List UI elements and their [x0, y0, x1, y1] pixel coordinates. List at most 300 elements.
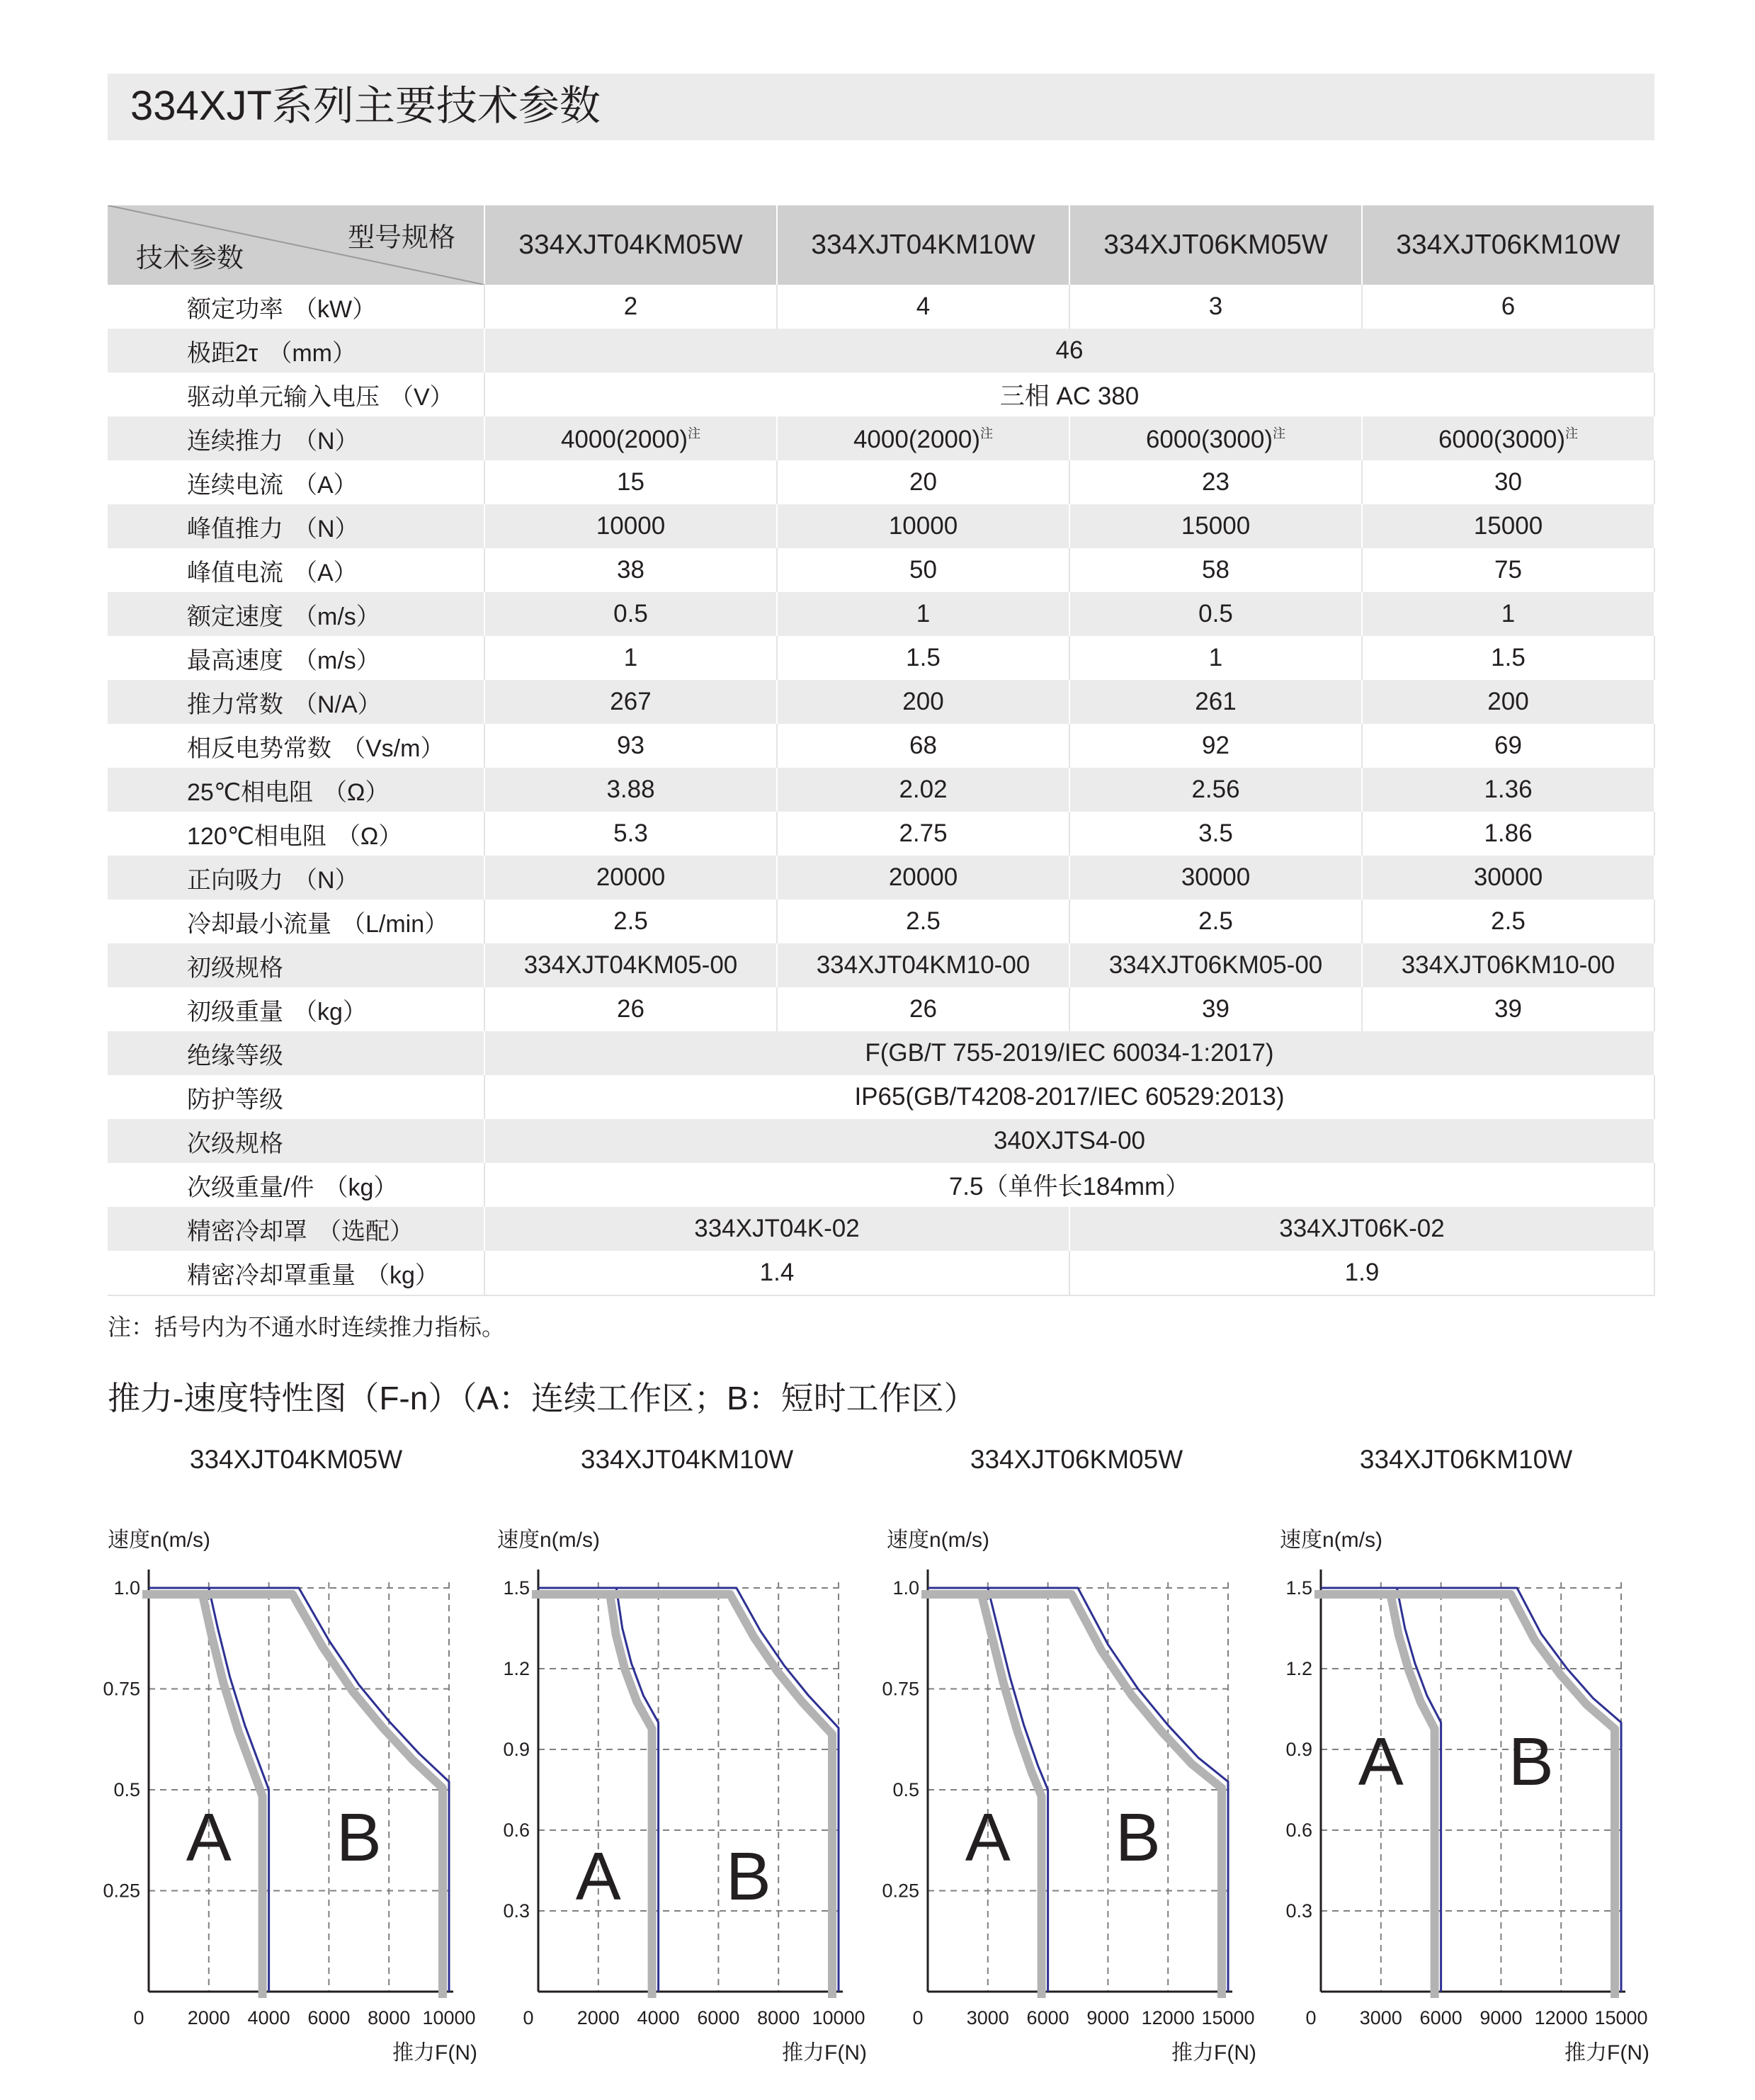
parameter-name: 绝缘等级	[187, 1042, 283, 1069]
note-mark: 注	[1273, 426, 1286, 441]
table-row	[108, 416, 1654, 460]
region-label-b: B	[1115, 1800, 1161, 1875]
parameter-label	[108, 1119, 484, 1163]
table-row	[108, 504, 1654, 548]
table-row	[108, 899, 1654, 943]
value-text: 6000(3000)	[1438, 425, 1566, 453]
y-tick-label: 1.5	[503, 1577, 530, 1599]
value-cell	[1362, 592, 1654, 636]
value-cell	[484, 1207, 1069, 1251]
y-tick-label: 0.75	[103, 1678, 140, 1700]
fn-chart-4	[1271, 1516, 1668, 2065]
value-cell	[484, 373, 1654, 416]
parameter-name: 最高速度	[187, 647, 283, 674]
table-row	[108, 1207, 1654, 1251]
value-text: 3	[1208, 293, 1223, 320]
value-text: 2.02	[899, 776, 948, 803]
y-tick-label: 1.0	[892, 1577, 919, 1599]
value-cell	[484, 987, 777, 1031]
y-tick-label: 0.75	[882, 1678, 919, 1700]
parameter-label	[108, 285, 484, 329]
table-row	[108, 636, 1654, 680]
value-text: F(GB/T 755-2019/IEC 60034-1:2017)	[865, 1039, 1274, 1067]
table-row	[108, 987, 1654, 1031]
model-header: 334XJT06KM10W	[1362, 205, 1654, 285]
y-tick-label: 0.6	[503, 1820, 530, 1841]
parameter-label	[108, 724, 484, 768]
value-cell	[484, 1251, 1069, 1295]
value-text: 1.4	[759, 1259, 795, 1286]
value-text: 7.5（单件长184mm）	[948, 1173, 1191, 1201]
value-cell	[777, 548, 1069, 592]
parameter-name: 冷却最小流量	[187, 910, 331, 938]
value-text: 68	[909, 732, 937, 759]
value-text: 30	[1494, 468, 1522, 496]
fn-chart-3	[878, 1516, 1275, 2065]
x-axis-label: 推力F(N)	[782, 2041, 867, 2065]
value-cell	[484, 856, 777, 899]
value-text: 267	[610, 688, 652, 715]
value-cell	[484, 943, 777, 987]
value-cell	[1069, 899, 1362, 943]
value-text: 3.5	[1198, 819, 1233, 847]
x-tick-label: 6000	[1026, 2007, 1069, 2028]
curve-line	[538, 1588, 839, 1992]
value-cell	[1362, 680, 1654, 724]
parameter-unit: （kg）	[293, 998, 367, 1026]
table-row	[108, 1031, 1654, 1075]
value-cell	[1362, 504, 1654, 548]
x-tick-label: 8000	[368, 2007, 411, 2028]
parameter-unit: （m/s）	[293, 603, 380, 630]
value-text: 46	[1055, 336, 1084, 364]
value-text: 15	[617, 468, 644, 496]
value-cell	[484, 899, 777, 943]
curve-shadow	[142, 1594, 443, 1998]
parameter-name: 正向吸力	[187, 866, 283, 894]
parameter-label	[108, 373, 484, 416]
y-tick-label: 0.3	[1285, 1900, 1312, 1922]
model-header: 334XJT04KM05W	[484, 205, 777, 285]
value-cell	[1069, 1207, 1654, 1251]
value-text: 6000(3000)	[1145, 425, 1273, 453]
value-cell	[1069, 636, 1362, 680]
value-cell	[1069, 943, 1362, 987]
value-text: 1	[623, 644, 638, 671]
region-label-a: A	[186, 1800, 232, 1875]
parameter-label	[108, 1075, 484, 1119]
parameter-unit: （kg）	[324, 1174, 398, 1201]
value-cell	[484, 504, 777, 548]
parameter-name: 连续推力	[187, 427, 283, 455]
value-text: 15000	[1473, 512, 1543, 540]
parameter-name: 次级规格	[187, 1130, 283, 1157]
parameter-unit: （N/A）	[293, 691, 382, 718]
value-text: 5.3	[613, 819, 648, 847]
parameter-label	[108, 812, 484, 856]
x-tick-label: 0	[1305, 2007, 1317, 2028]
y-tick-label: 1.5	[1285, 1577, 1312, 1599]
table-row	[108, 768, 1654, 812]
chart-title: 334XJT04KM10W	[580, 1445, 794, 1474]
table-row	[108, 1119, 1654, 1163]
parameter-label	[108, 768, 484, 812]
value-cell	[1362, 899, 1654, 943]
x-tick-label: 15000	[1201, 2007, 1255, 2028]
parameter-name: 推力常数	[187, 691, 283, 718]
value-cell	[484, 812, 777, 856]
x-tick-label: 2000	[187, 2007, 230, 2028]
value-text: 39	[1202, 995, 1229, 1023]
parameter-unit: （m/s）	[293, 647, 380, 674]
parameter-name: 120℃相电阻	[187, 822, 326, 850]
parameter-label	[108, 1207, 484, 1251]
value-cell	[777, 285, 1069, 329]
value-text: 30000	[1181, 863, 1251, 891]
region-label-a: A	[1358, 1724, 1404, 1800]
table-row	[108, 680, 1654, 724]
value-text: 2.5	[906, 907, 941, 935]
curve-shadow	[142, 1594, 263, 1998]
parameter-name: 精密冷却罩重量	[187, 1261, 356, 1289]
table-row	[108, 592, 1654, 636]
table-row	[108, 856, 1654, 899]
value-cell	[484, 416, 777, 460]
value-text: 39	[1494, 995, 1522, 1023]
value-cell	[777, 680, 1069, 724]
table-row	[108, 548, 1654, 592]
y-tick-label: 1.0	[113, 1577, 140, 1599]
fn-chart-2	[489, 1516, 885, 2065]
y-tick-label: 1.2	[503, 1658, 530, 1679]
parameter-unit: （A）	[293, 559, 358, 586]
value-text: 6	[1501, 293, 1516, 320]
y-tick-label: 0.5	[892, 1779, 919, 1800]
region-label-b: B	[336, 1800, 382, 1875]
x-axis-label: 推力F(N)	[1564, 2041, 1649, 2065]
table-row	[108, 812, 1654, 856]
parameter-name: 初级重量	[187, 998, 283, 1026]
note-mark: 注	[980, 426, 994, 441]
parameter-unit: （Ω）	[336, 822, 403, 850]
x-tick-label: 6000	[307, 2007, 351, 2028]
value-cell	[484, 285, 777, 329]
region-label-b: B	[725, 1839, 771, 1914]
value-cell	[1069, 285, 1362, 329]
value-text: 0.5	[613, 600, 648, 628]
note-mark: 注	[688, 426, 701, 441]
value-cell	[484, 680, 777, 724]
value-cell	[777, 504, 1069, 548]
value-cell	[1362, 460, 1654, 504]
parameter-unit: （N）	[293, 515, 359, 543]
value-text: 93	[617, 732, 644, 759]
note-mark: 注	[1565, 426, 1579, 441]
value-text: 3.88	[606, 776, 655, 803]
value-text: 15000	[1181, 512, 1251, 540]
value-text: 1	[1208, 644, 1223, 671]
value-text: 26	[909, 995, 937, 1023]
y-axis-label: 速度n(m/s)	[108, 1528, 210, 1552]
parameter-name: 峰值推力	[187, 515, 283, 543]
x-tick-label: 0	[523, 2007, 534, 2028]
footnote: 注：括号内为不通水时连续推力指标。	[108, 1314, 505, 1340]
value-cell	[484, 460, 777, 504]
x-tick-label: 10000	[422, 2007, 476, 2028]
value-cell	[1069, 768, 1362, 812]
curve-shadow	[921, 1594, 1042, 1998]
corner-label-model: 型号规格	[347, 223, 455, 253]
value-cell	[484, 329, 1654, 373]
y-axis-label: 速度n(m/s)	[887, 1528, 989, 1552]
value-text: 30000	[1473, 863, 1543, 891]
value-cell	[484, 768, 777, 812]
parameter-name: 额定功率	[187, 295, 283, 323]
value-text: 2	[623, 293, 638, 320]
x-tick-label: 4000	[247, 2007, 290, 2028]
value-text: 20000	[888, 863, 958, 891]
parameter-unit: （Vs/m）	[341, 734, 445, 762]
value-text: 4	[916, 293, 931, 320]
value-text: 1.5	[906, 644, 941, 671]
table-row	[108, 460, 1654, 504]
table-corner-cell	[108, 205, 484, 285]
parameter-unit: （N）	[293, 866, 359, 894]
parameter-name: 相反电势常数	[187, 734, 331, 762]
parameter-label	[108, 1251, 484, 1295]
value-cell	[777, 987, 1069, 1031]
region-label-b: B	[1508, 1724, 1554, 1800]
y-tick-label: 0.9	[1285, 1739, 1312, 1760]
y-axis-label: 速度n(m/s)	[497, 1528, 600, 1552]
value-text: 20000	[596, 863, 666, 891]
page-title: 334XJT系列主要技术参数	[130, 83, 601, 129]
value-text: 2.5	[1198, 907, 1233, 935]
value-text: 10000	[888, 512, 958, 540]
x-tick-label: 3000	[966, 2007, 1009, 2028]
value-cell	[1362, 285, 1654, 329]
y-tick-label: 1.2	[1285, 1658, 1312, 1679]
value-cell	[777, 812, 1069, 856]
value-text: 334XJT06KM10-00	[1401, 951, 1615, 979]
x-tick-label: 10000	[812, 2007, 865, 2028]
value-text: 1	[1501, 600, 1516, 628]
value-text: 92	[1202, 732, 1229, 759]
value-cell	[1069, 680, 1362, 724]
value-text: 1.9	[1344, 1259, 1380, 1286]
value-text: 1.36	[1484, 776, 1533, 803]
x-tick-label: 9000	[1086, 2007, 1130, 2028]
x-tick-label: 0	[133, 2007, 144, 2028]
value-text: 10000	[596, 512, 666, 540]
y-tick-label: 0.9	[503, 1739, 530, 1760]
value-cell	[484, 636, 777, 680]
region-label-a: A	[575, 1839, 621, 1914]
parameter-name: 额定速度	[187, 603, 283, 630]
parameter-name: 防护等级	[187, 1086, 283, 1113]
parameter-label	[108, 943, 484, 987]
value-text: 4000(2000)	[853, 425, 981, 453]
value-cell	[484, 548, 777, 592]
value-cell	[777, 899, 1069, 943]
table-row	[108, 943, 1654, 987]
value-text: 2.75	[899, 819, 948, 847]
value-cell	[1069, 548, 1362, 592]
value-text: 334XJT04K-02	[694, 1215, 860, 1242]
parameter-unit: （L/min）	[341, 910, 449, 938]
corner-label-parameter: 技术参数	[136, 244, 244, 273]
value-cell	[1362, 416, 1654, 460]
x-axis-label: 推力F(N)	[1171, 2041, 1256, 2065]
x-tick-label: 2000	[577, 2007, 620, 2028]
value-cell	[777, 416, 1069, 460]
x-tick-label: 3000	[1359, 2007, 1402, 2028]
parameter-label	[108, 1163, 484, 1207]
value-text: 261	[1195, 688, 1237, 715]
value-text: 23	[1202, 468, 1229, 496]
value-text: IP65(GB/T4208-2017/IEC 60529:2013)	[854, 1083, 1285, 1111]
table-row	[108, 724, 1654, 768]
value-text: 334XJT04KM10-00	[816, 951, 1030, 979]
value-cell	[1362, 768, 1654, 812]
value-text: 200	[902, 688, 944, 715]
table-row	[108, 285, 1654, 329]
parameter-unit: （V）	[390, 383, 454, 411]
table-row	[108, 1075, 1654, 1119]
parameter-label	[108, 636, 484, 680]
value-cell	[1069, 460, 1362, 504]
value-cell	[777, 724, 1069, 768]
x-tick-label: 4000	[637, 2007, 680, 2028]
parameter-label	[108, 416, 484, 460]
value-text: 0.5	[1198, 600, 1233, 628]
value-cell	[1362, 856, 1654, 899]
parameter-unit: （选配）	[317, 1218, 414, 1245]
chart-title: 334XJT06KM05W	[970, 1445, 1183, 1474]
value-text: 4000(2000)	[560, 425, 688, 453]
x-tick-label: 0	[912, 2007, 924, 2028]
value-cell	[1069, 856, 1362, 899]
model-header: 334XJT06KM05W	[1069, 205, 1362, 285]
value-text: 340XJTS4-00	[993, 1127, 1146, 1154]
y-axis-label: 速度n(m/s)	[1280, 1528, 1382, 1552]
curve-shadow	[532, 1594, 652, 1998]
value-text: 2.56	[1191, 776, 1240, 803]
y-tick-label: 0.5	[113, 1779, 140, 1800]
table-row	[108, 373, 1654, 416]
x-tick-label: 15000	[1594, 2007, 1648, 2028]
x-tick-label: 12000	[1141, 2007, 1195, 2028]
y-tick-label: 0.3	[503, 1900, 530, 1922]
x-tick-label: 6000	[1419, 2007, 1462, 2028]
value-text: 1	[916, 600, 931, 628]
region-label-a: A	[965, 1800, 1011, 1875]
value-cell	[1069, 812, 1362, 856]
value-cell	[777, 768, 1069, 812]
parameter-name: 初级规格	[187, 954, 283, 982]
value-cell	[1362, 812, 1654, 856]
parameter-name: 25℃相电阻	[187, 778, 314, 806]
y-tick-label: 0.6	[1285, 1820, 1312, 1841]
parameter-unit: （N）	[293, 427, 359, 455]
value-cell	[484, 1031, 1654, 1075]
curve-shadow	[921, 1594, 1222, 1998]
section-title: 推力-速度特性图（F-n）（A：连续工作区；B：短时工作区）	[108, 1380, 977, 1417]
x-tick-label: 12000	[1534, 2007, 1588, 2028]
curve-shadow	[532, 1594, 832, 1998]
value-cell	[1362, 636, 1654, 680]
value-cell	[484, 1119, 1654, 1163]
value-cell	[777, 856, 1069, 899]
value-cell	[484, 1163, 1654, 1207]
x-tick-label: 8000	[757, 2007, 800, 2028]
value-text: 1.86	[1484, 819, 1533, 847]
value-text: 1.5	[1491, 644, 1526, 671]
value-text: 58	[1202, 556, 1229, 584]
parameter-label	[108, 1031, 484, 1075]
parameter-name: 次级重量/件	[187, 1174, 314, 1201]
parameter-name: 精密冷却罩	[187, 1218, 307, 1245]
x-tick-label: 6000	[697, 2007, 740, 2028]
value-cell	[1069, 416, 1362, 460]
fn-chart-1	[99, 1516, 496, 2065]
parameter-label	[108, 329, 484, 373]
value-cell	[484, 724, 777, 768]
parameter-unit: （Ω）	[323, 778, 390, 806]
value-text: 75	[1494, 556, 1522, 584]
spec-table	[108, 205, 1655, 1296]
value-cell	[484, 1075, 1654, 1119]
value-text: 200	[1487, 688, 1529, 715]
parameter-unit: （A）	[293, 471, 358, 499]
value-text: 38	[617, 556, 644, 584]
value-cell	[777, 943, 1069, 987]
title-bar	[108, 74, 1654, 140]
y-tick-label: 0.25	[103, 1880, 140, 1902]
parameter-label	[108, 504, 484, 548]
value-text: 20	[909, 468, 937, 496]
x-axis-label: 推力F(N)	[392, 2041, 477, 2065]
value-cell	[1069, 987, 1362, 1031]
value-text: 26	[617, 995, 644, 1023]
x-tick-label: 9000	[1479, 2007, 1523, 2028]
value-text: 2.5	[613, 907, 648, 935]
parameter-label	[108, 460, 484, 504]
model-header: 334XJT04KM10W	[777, 205, 1069, 285]
y-tick-label: 0.25	[882, 1880, 919, 1902]
value-text: 2.5	[1491, 907, 1526, 935]
table-row	[108, 329, 1654, 373]
parameter-unit: （mm）	[268, 339, 356, 367]
parameter-label	[108, 899, 484, 943]
value-text: 三相 AC 380	[999, 382, 1140, 410]
parameter-label	[108, 856, 484, 899]
parameter-name: 极距2τ	[187, 339, 259, 367]
parameter-label	[108, 548, 484, 592]
parameter-name: 峰值电流	[187, 559, 283, 586]
value-cell	[1362, 548, 1654, 592]
value-text: 50	[909, 556, 937, 584]
value-cell	[1069, 504, 1362, 548]
value-text: 334XJT06K-02	[1279, 1215, 1445, 1242]
table-row	[108, 1251, 1654, 1295]
parameter-name: 驱动单元输入电压	[187, 383, 380, 411]
chart-title: 334XJT06KM10W	[1359, 1445, 1573, 1474]
value-text: 69	[1494, 732, 1522, 759]
value-cell	[1362, 724, 1654, 768]
value-cell	[777, 592, 1069, 636]
parameter-label	[108, 592, 484, 636]
